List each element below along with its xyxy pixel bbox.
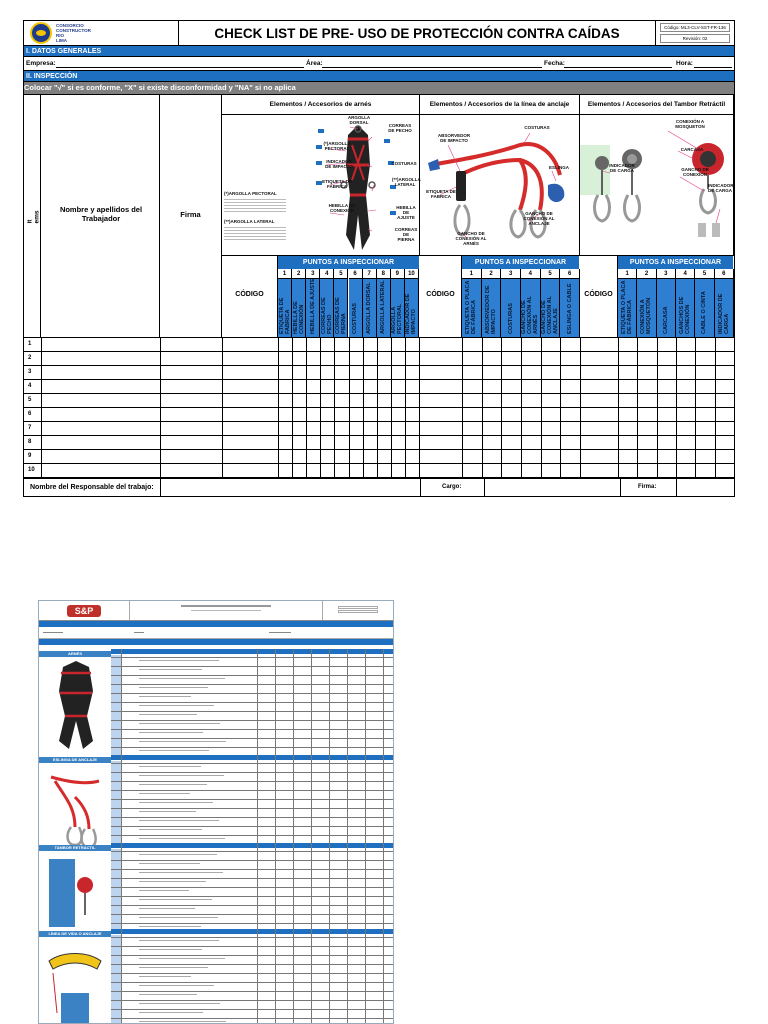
table-row[interactable]	[24, 422, 734, 436]
preview-body	[39, 647, 394, 1024]
point-number: 2	[482, 269, 502, 279]
point-number: 5	[695, 269, 714, 279]
instruction-bar: Colocar "√" si es conforme, "X" si existe disconformidad y "NA" si no aplica	[23, 82, 735, 95]
row-number: 8	[28, 439, 32, 445]
point-number: 8	[377, 269, 391, 279]
table-row[interactable]	[24, 366, 734, 380]
point-label: INDICADOR DE CARGA	[715, 279, 734, 337]
area-label: Área:	[306, 60, 323, 67]
point-number: 3	[306, 269, 320, 279]
section-general: I. DATOS GENERALES	[23, 46, 735, 57]
fecha-field[interactable]	[564, 67, 672, 68]
table-row[interactable]	[24, 380, 734, 394]
table-row[interactable]	[24, 464, 734, 478]
worker-name-header: Nombre y apellidos del Trabajador	[41, 95, 160, 338]
preview-cat-lanyard: ESLINGA DE ANCLAJE	[39, 757, 111, 763]
point-label: COSTURAS	[501, 279, 521, 337]
preview-logo: S&P	[39, 601, 129, 620]
preview-section-bar	[111, 649, 394, 654]
empresa-field[interactable]	[56, 67, 304, 68]
items-header: it ems	[24, 95, 41, 338]
point-label: COSTURAS	[349, 279, 363, 337]
point-number: 2	[292, 269, 306, 279]
point-label: CABLE O CINTA	[695, 279, 714, 337]
point-number: 4	[676, 269, 695, 279]
preview-section-bar	[111, 843, 394, 848]
cargo-label: Cargo:	[442, 484, 462, 490]
point-number: 1	[278, 269, 292, 279]
row-number: 2	[28, 355, 32, 361]
harness-note-text-1	[224, 197, 286, 221]
firma-bottom-label: Firma:	[638, 484, 657, 490]
point-label: ESLINGA O CABLE	[560, 279, 580, 337]
point-label: ARGOLLA DORSAL	[363, 279, 377, 337]
firma-bottom-field[interactable]	[677, 479, 733, 496]
table-row[interactable]	[24, 408, 734, 422]
checklist-form	[23, 20, 735, 497]
point-label: ETIQUETA O PLACA DE FÁBRICA	[462, 279, 482, 337]
row-number: 7	[28, 425, 32, 431]
company-logo	[24, 21, 179, 45]
point-number: 5	[541, 269, 561, 279]
responsible-label: Nombre del Responsable del trabajo:	[30, 484, 154, 491]
table-row[interactable]	[24, 450, 734, 464]
row-number: 6	[28, 411, 32, 417]
preview-header	[39, 601, 393, 621]
harness-note-text-2	[224, 225, 286, 249]
point-label: ABSORVEDOR DE IMPACTO	[482, 279, 502, 337]
point-number: 6	[349, 269, 363, 279]
row-number: 5	[28, 397, 32, 403]
general-fields	[23, 57, 735, 71]
preview-cat-drum: TAMBOR RETRÁCTIL	[39, 845, 111, 851]
preview-drum-icon	[45, 855, 105, 931]
point-number: 7	[363, 269, 377, 279]
preview-section-bar	[111, 929, 394, 934]
code-label: Código: ML3-CLV-SST-FR-136	[660, 23, 730, 32]
logo-emblem-icon	[30, 22, 52, 44]
form-header	[23, 20, 735, 46]
point-label: CORREAS DE PECHO	[320, 279, 334, 337]
area-field[interactable]	[322, 67, 542, 68]
point-label: CORREAS DE PIERNA	[334, 279, 348, 337]
point-label: ETIQUETA O PLACA DE FÁBRICA	[618, 279, 637, 337]
point-number: 2	[637, 269, 656, 279]
drum-image: CONEXIÓN A MOSQUETON CARCASA INDICADOR DE CARGA GANCHO DE CONEXIÓN INDICADOR DE CARGA	[580, 115, 734, 256]
point-label: ARGOLLA PECTORAL	[391, 279, 405, 337]
points-header-line: PUNTOS A INSPECCIONAR	[462, 256, 579, 269]
revision-label: Revisión: 02	[660, 34, 730, 43]
group-line-title: Elementos / Accesorios de la línea de anclaje	[420, 95, 580, 115]
row-number: 4	[28, 383, 32, 389]
section-inspection: II. INSPECCIÓN	[23, 71, 735, 82]
row-number: 3	[28, 369, 32, 375]
table-row[interactable]	[24, 436, 734, 450]
table-row[interactable]	[24, 394, 734, 408]
point-label: CARCASA	[657, 279, 676, 337]
point-label: CONEXIÓN A MOSQUETÓN	[637, 279, 656, 337]
point-label: GANCHOS DE CONEXIÓN	[676, 279, 695, 337]
point-label: ARGOLLA LATERAL	[377, 279, 391, 337]
row-number: 1	[28, 341, 32, 347]
preview-section-2	[39, 639, 393, 645]
preview-lifeline-icon	[43, 943, 107, 1024]
preview-code	[323, 601, 393, 620]
cargo-field[interactable]	[485, 479, 619, 496]
point-number: 5	[334, 269, 348, 279]
group-harness-title: Elementos / Accesorios de arnés	[222, 95, 420, 115]
empresa-label: Empresa:	[26, 60, 56, 67]
points-header-drum: PUNTOS A INSPECCIONAR	[618, 256, 733, 269]
row-number: 10	[28, 467, 35, 473]
table-row[interactable]	[24, 352, 734, 366]
harness-image: ARGOLLA DORSAL CORREAS DE PECHO (*)ARGOLLA PECTORAL INDICADOR DE IMPACTO COSTURAS ETIQUETA DE FABRICA (**)ARGOLLA LATERAL HEBILLA DE CONEXIÓN HEBILLA DE AJUSTE CORREAS DE PIERNA (*)ARGOLLA PECTORAL (**)ARGOLLA LATERAL	[222, 115, 420, 256]
point-label: HEBILLA DE CONEXIÓN	[292, 279, 306, 337]
point-number: 6	[715, 269, 734, 279]
preview-harness-icon	[47, 661, 105, 751]
row-number: 9	[28, 453, 32, 459]
preview-info-row	[39, 627, 393, 639]
preview-cat-lifeline: LÍNEA DE VIDA O ANCLAJE	[39, 931, 111, 937]
responsible-field[interactable]	[161, 479, 419, 496]
fecha-label: Fecha:	[544, 60, 565, 67]
point-label: HEBILLA DE AJUSTE	[306, 279, 320, 337]
point-number: 6	[560, 269, 580, 279]
point-number: 9	[391, 269, 405, 279]
codigo-header-line: CÓDIGO	[420, 256, 462, 338]
point-label: INDICADOR DE IMPACTO	[405, 279, 419, 337]
inspection-grid	[23, 95, 735, 497]
point-label: ETIQUETA DE FABRICA	[278, 279, 292, 337]
point-number: 1	[618, 269, 637, 279]
firma-header: Firma	[160, 95, 222, 338]
document-code	[656, 21, 734, 45]
point-number: 10	[405, 269, 419, 279]
group-drum-title: Elementos / Accesorios del Tambor Retráctil	[580, 95, 734, 115]
table-row[interactable]	[24, 338, 734, 352]
preview-lanyard-icon	[45, 767, 105, 847]
point-label: GANCHO DE CONEXIÓN AL ARNÉS	[521, 279, 541, 337]
preview-document	[38, 600, 394, 1024]
codigo-header-drum: CÓDIGO	[580, 256, 618, 338]
point-number: 1	[462, 269, 482, 279]
preview-title	[129, 601, 323, 620]
points-header-harness: PUNTOS A INSPECCIONAR	[278, 256, 419, 269]
codigo-header-harness: CÓDIGO	[222, 256, 278, 338]
preview-section-bar	[111, 755, 394, 760]
form-title: CHECK LIST DE PRE- USO DE PROTECCIÓN CONTRA CAÍDAS	[179, 21, 656, 45]
point-number: 3	[657, 269, 676, 279]
hora-label: Hora:	[676, 60, 693, 67]
logo-text: CONSORCIO CONSTRUCTOR RIO LIMA	[56, 23, 91, 43]
point-number: 3	[501, 269, 521, 279]
point-label: GANCHO DE CONEXIÓN AL ANCLAJE	[541, 279, 561, 337]
point-number: 4	[521, 269, 541, 279]
hora-field[interactable]	[694, 67, 732, 68]
line-image: ABSORVEDOR DE IMPACTO COSTURAS ETIQUETA DE FABRICA ESLINGA GANCHO DE CONEXIÓN AL ANCLAJE GANCHO DE CONEXIÓN AL ARNÉS	[420, 115, 580, 256]
point-number: 4	[320, 269, 334, 279]
preview-cat-harness: ARNÉS	[39, 651, 111, 657]
